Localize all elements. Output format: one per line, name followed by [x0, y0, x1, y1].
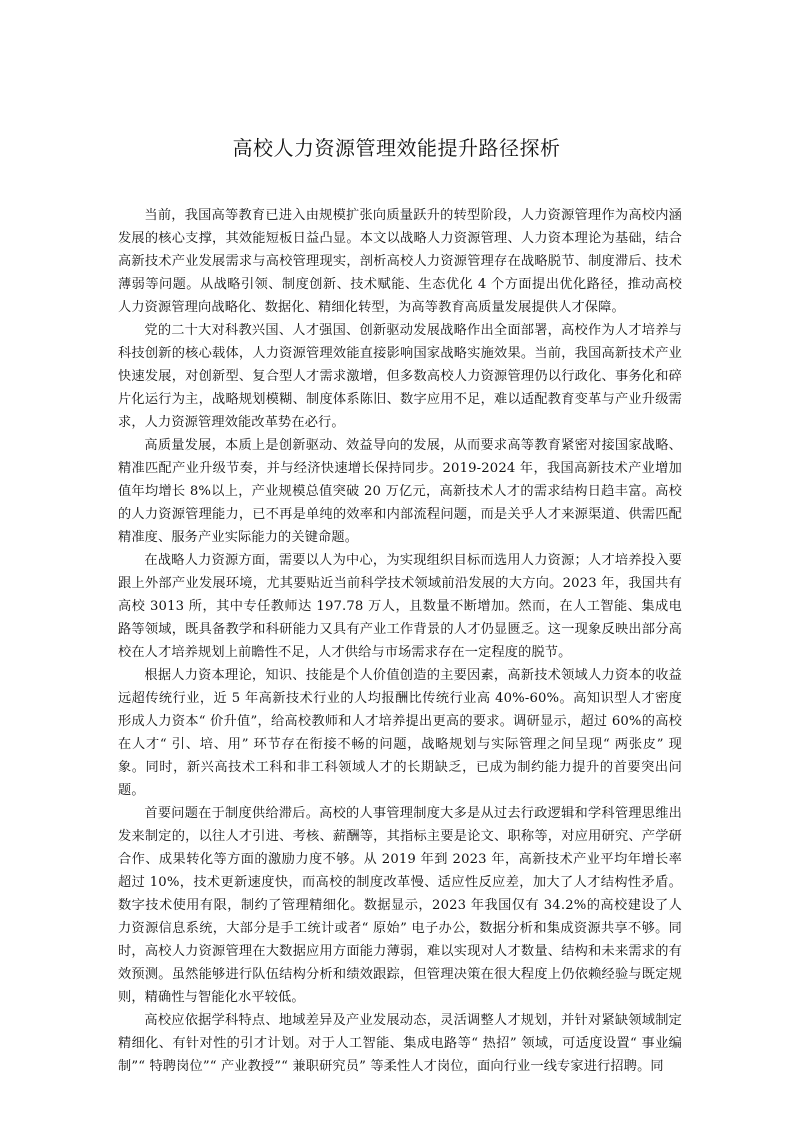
paragraph-institutional-lag: 首要问题在于制度供给滞后。高校的人事管理制度大多是从过去行政逻辑和学科管理思维出发来制定的，以往人才引进、考核、薪酬等，其指标主要是论文、职称等，对应用研究、产学研合作、成果转化等方面的激励力度不够。从 2019 年到 2023 年，高新技术产业平均年增长率超过 10%，技术更新速度快，而高校的制度改革慢、适应性反应差，加大了人才结构性矛盾。数字技术使用有限，制约了管理精细化。数据显示，2023 年我国仅有 34.2%的高校建设了人力资源信息系统，大部分是手工统计或者“ 原始” 电子办公，数据分析和集成资源共享不够。同时，高校人力资源管理在大数据应用方面能力薄弱，难以实现对人才数量、结构和未来需求的有效预测。虽然能够进行队伍结构分析和绩效跟踪，但管理决策在很大程度上仍依赖经验与既定规则，精确性与智能化水平较低。 — [118, 806, 682, 1005]
paragraph-talent-planning: 高校应依据学科特点、地域差异及产业发展动态，灵活调整人才规划，并针对紧缺领域制定精细化、有针对性的引才计划。对于人工智能、集成电路等“ 热招” 领域，可适度设置“ 事业编制”“ 特聘岗位”“ 产业教授”“ 兼职研究员” 等柔性人才岗位，面向行业一线专家进行招聘。同 — [118, 1013, 682, 1074]
paragraph-human-capital: 根据人力资本理论，知识、技能是个人价值创造的主要因素，高新技术领域人力资本的收益远超传统行业，近 5 年高新技术行业的人均报酬比传统行业高 40%-60%。高知识型人才密度形成人力资本“ 价升值”，给高校教师和人才培养提出更高的要求。调研显示，超过 60%的高校在人才“ 引、培、用” 环节存在衔接不畅的问题，战略规划与实际管理之间呈现“ 两张皮” 现象。同时，新兴高技术工科和非工科领域人才的长期缺乏，已成为制约能力提升的首要突出问题。 — [118, 668, 682, 798]
paragraph-background: 党的二十大对科教兴国、人才强国、创新驱动发展战略作出全面部署，高校作为人才培养与科技创新的核心载体，人力资源管理效能直接影响国家战略实施效果。当前，我国高新技术产业快速发展，对创新型、复合型人才需求激增，但多数高校人力资源管理仍以行政化、事务化和碎片化运行为主，战略规划模糊、制度体系陈旧、数字应用不足，难以适配教育变革与产业升级需求，人力资源管理效能改革势在必行。 — [118, 323, 682, 430]
paragraph-strategic-hr: 在战略人力资源方面，需要以人为中心，为实现组织目标而选用人力资源；人才培养投入要跟上外部产业发展环境，尤其要贴近当前科学技术领域前沿发展的大方向。2023 年，我国共有高校 3013 所，其中专任教师达 197.78 万人，且数量不断增加。然而，在人工智能、集成电路等领域，既具备教学和科研能力又具有产业工作背景的人才仍显匮乏。这一现象反映出部分高校在人才培养规划上前瞻性不足，人才供给与市场需求存在一定程度的脱节。 — [118, 553, 682, 660]
document-body — [118, 204, 682, 1078]
paragraph-high-quality-development: 高质量发展，本质上是创新驱动、效益导向的发展，从而要求高等教育紧密对接国家战略、精准匹配产业升级节奏，并与经济快速增长保持同步。2019-2024 年，我国高新技术产业增加值年均增长 8%以上，产业规模总值突破 20 万亿元，高新技术人才的需求结构日趋丰富。高校的人力资源管理能力，已不再是单纯的效率和内部流程问题，而是关乎人才来源渠道、供需匹配精准度、服务产业实际能力的关键命题。 — [118, 438, 682, 545]
document-title: 高校人力资源管理效能提升路径探析 — [232, 136, 561, 160]
paragraph-abstract: 当前，我国高等教育已进入由规模扩张向质量跃升的转型阶段，人力资源管理作为高校内涵发展的核心支撑，其效能短板日益凸显。本文以战略人力资源管理、人力资本理论为基础，结合高新技术产业发展需求与高校管理现实，剖析高校人力资源管理存在战略脱节、制度滞后、技术薄弱等问题。从战略引领、制度创新、技术赋能、生态优化 4 个方面提出优化路径，推动高校人力资源管理向战略化、数据化、精细化转型，为高等教育高质量发展提供人才保障。 — [118, 208, 682, 315]
